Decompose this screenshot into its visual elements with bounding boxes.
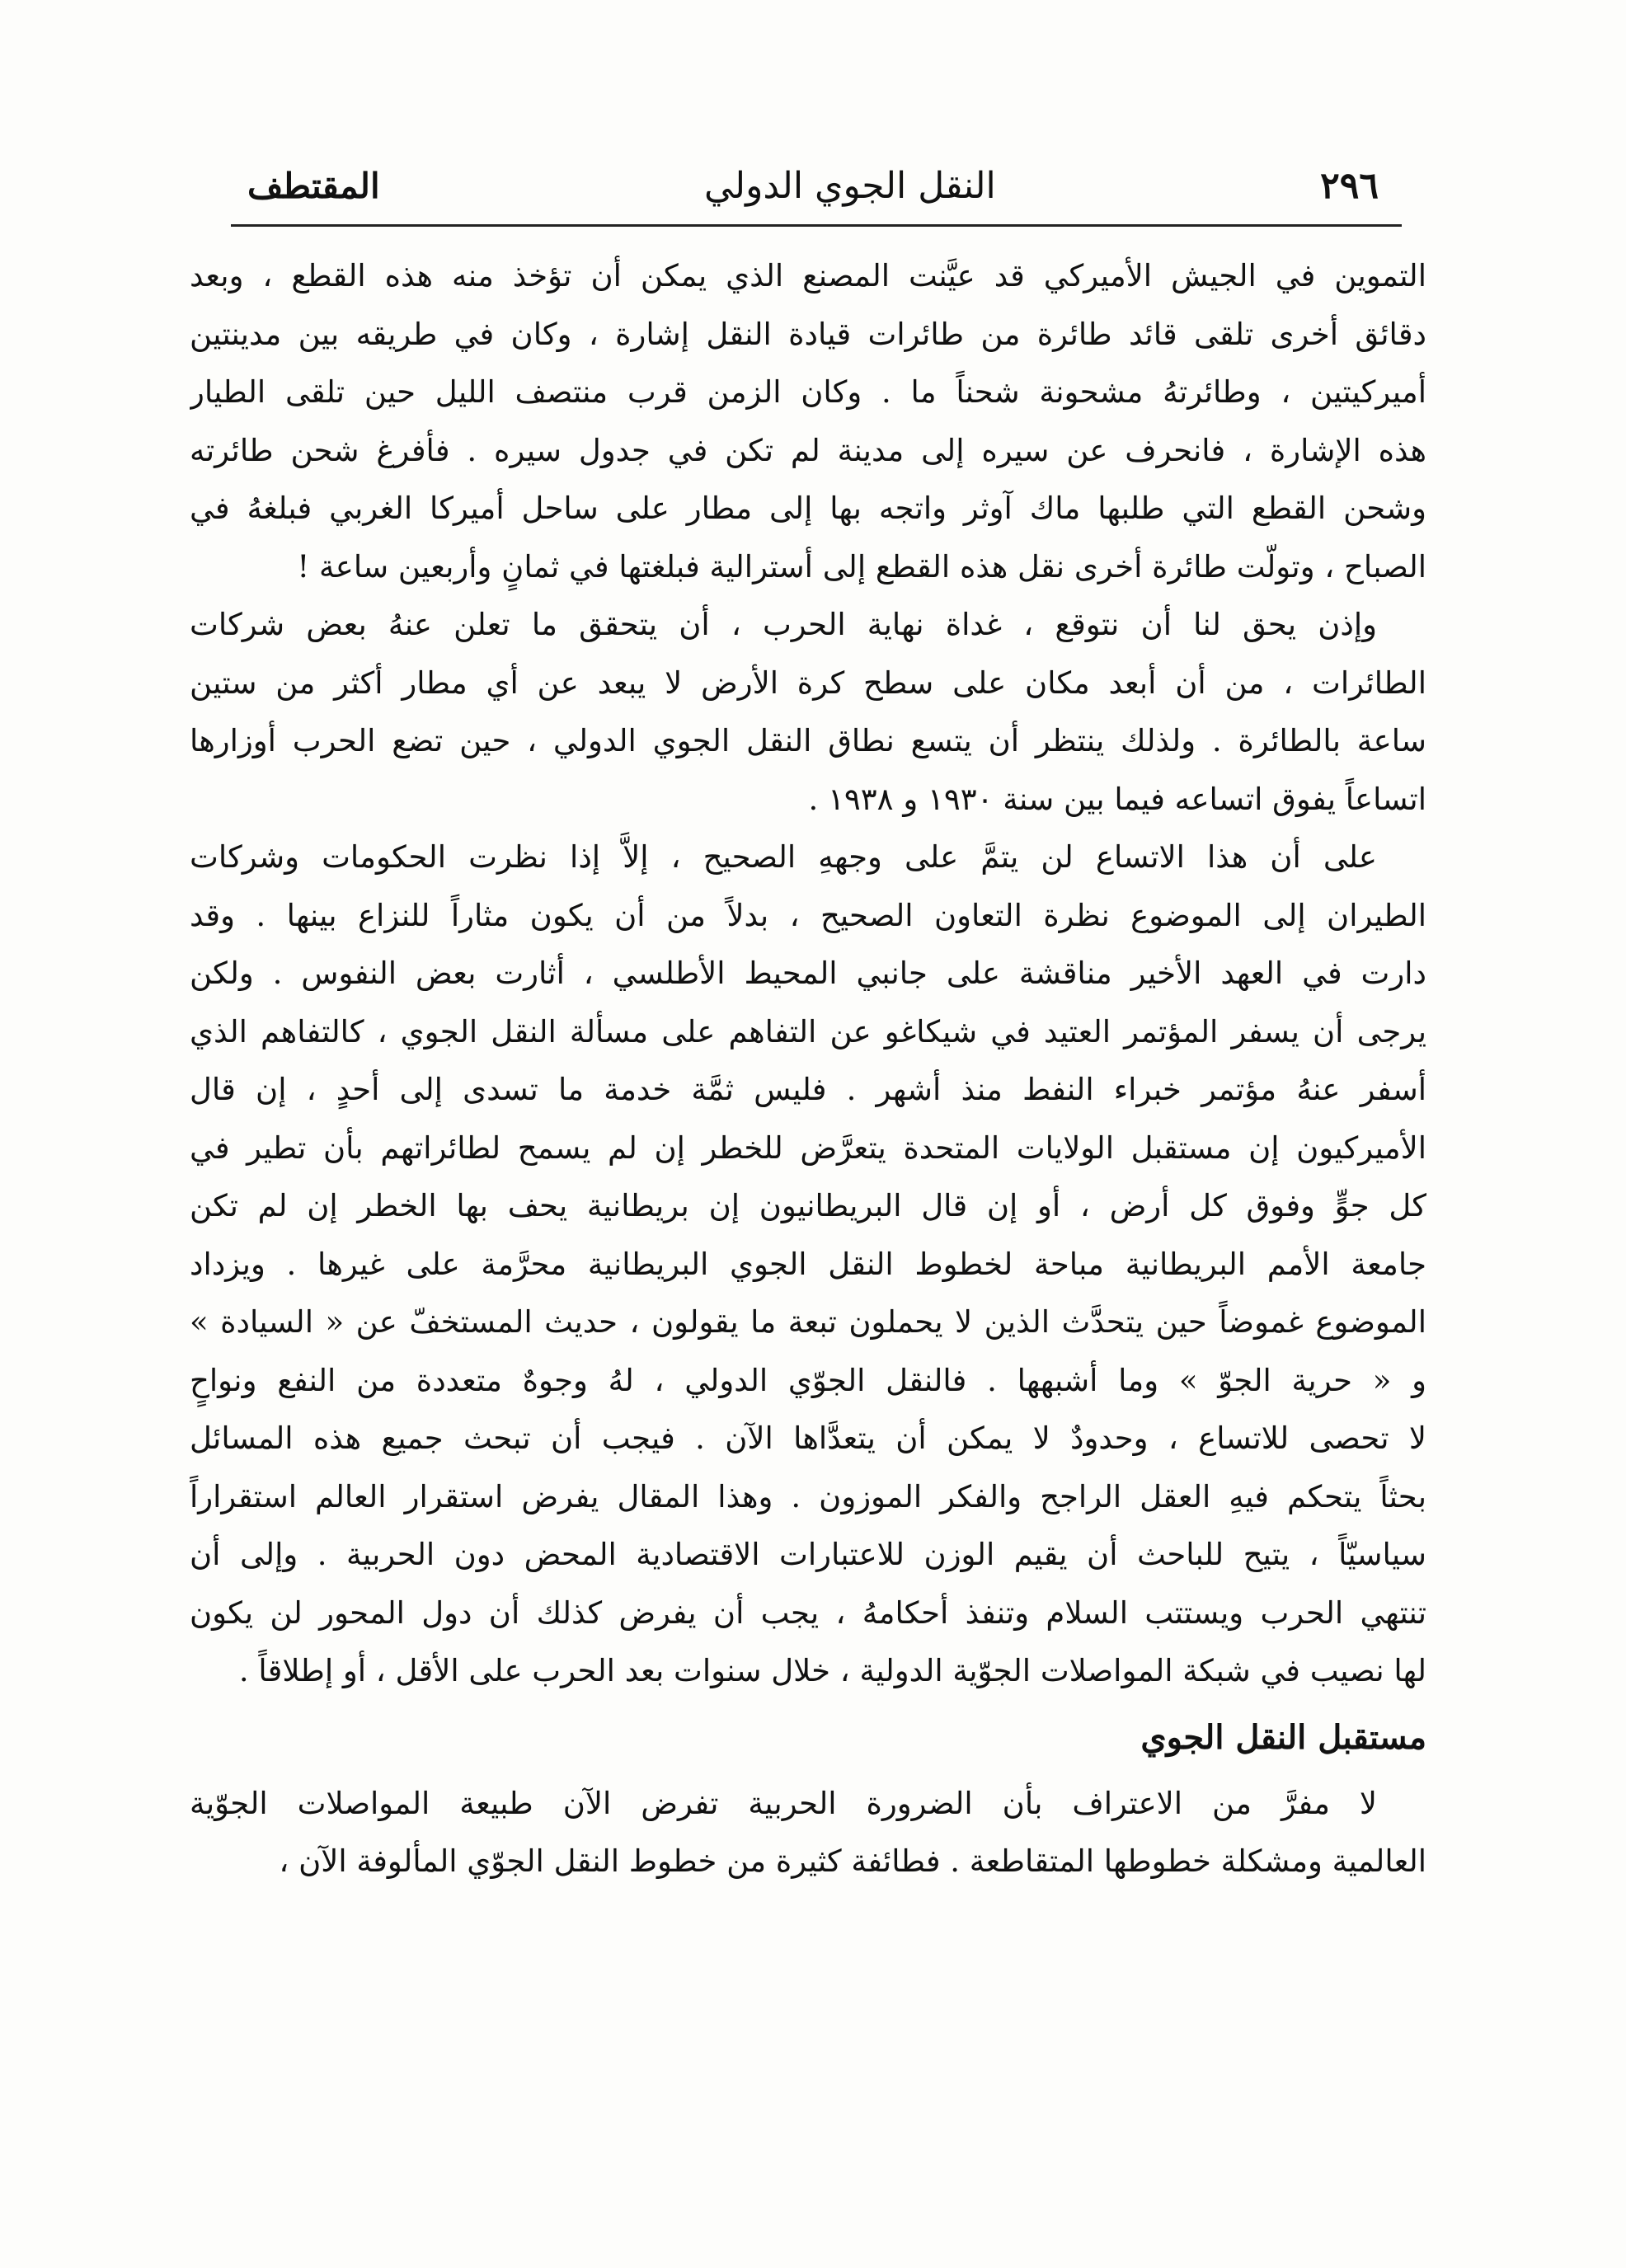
text-line: الطائرات ، من أن أبعد مكان على سطح كرة الأرض لا يبعد عن أي مطار أكثر من ستين bbox=[190, 664, 1426, 701]
page-header bbox=[247, 157, 1379, 214]
paragraph bbox=[190, 247, 1426, 596]
text-line: العالمية ومشكلة خطوطها المتقاطعة . فطائفة كثيرة من خطوط النقل الجوّي المألوفة الآن ، bbox=[279, 1843, 1426, 1879]
text-line: لها نصيب في شبكة المواصلات الجوّية الدولية ، خلال سنوات بعد الحرب على الأقل ، أو إطلاقاً . bbox=[238, 1653, 1426, 1688]
text-line: سياسيّاً ، يتيح للباحث أن يقيم الوزن للاعتبارات الاقتصادية المحض دون الحربية . وإلى أن bbox=[190, 1537, 1426, 1572]
text-line: الطيران إلى الموضوع نظرة التعاون الصحيح ، بدلاً من أن يكون مثاراً للنزاع بينها . وقد bbox=[190, 897, 1426, 933]
text-line: اتساعاً يفوق اتساعه فيما بين سنة ١٩٣٠ و ١٩٣٨ . bbox=[808, 781, 1426, 817]
text-line: كل جوٍّ وفوق كل أرض ، أو إن قال البريطانيون إن بريطانية يحف بها الخطر إن لم تكن bbox=[190, 1188, 1426, 1223]
text-line: هذه الإشارة ، فانحرف عن سيره إلى مدينة لم تكن في جدول سيره . فأفرغ شحن طائرته bbox=[190, 432, 1426, 468]
text-line: و « حرية الجوّ » وما أشبهها . فالنقل الجوّي الدولي ، لهُ وجوهٌ متعددة من النفع ونواحٍ bbox=[190, 1362, 1426, 1398]
text-line: التموين في الجيش الأميركي قد عيَّنت المصنع الذي يمكن أن تؤخذ منه هذه القطع ، وبعد bbox=[190, 258, 1426, 293]
text-line: تنتهي الحرب ويستتب السلام وتنفذ أحكامهُ ، يجب أن يفرض كذلك أن دول المحور لن يكون bbox=[190, 1594, 1426, 1631]
text-line: وإذن يحق لنا أن نتوقع ، غداة نهاية الحرب ، أن يتحقق ما تعلن عنهُ بعض شركات bbox=[190, 607, 1377, 642]
text-line: دقائق أخرى تلقى قائد طائرة من طائرات قيادة النقل إشارة ، وكان في طريقه بين مدينتين bbox=[190, 316, 1426, 352]
text-line: ساعة بالطائرة . ولذلك ينتظر أن يتسع نطاق النقل الجوي الدولي ، حين تضع الحرب أوزارها bbox=[190, 723, 1426, 758]
journal-name: المقتطف bbox=[247, 165, 380, 206]
header-rule bbox=[231, 224, 1402, 227]
text-line: وشحن القطع التي طلبها ماك آوثر واتجه بها إلى مطار على ساحل أميركا الغربي فبلغهُ في bbox=[190, 491, 1426, 526]
text-line: دارت في العهد الأخير مناقشة على جانبي المحيط الأطلسي ، أثارت بعض النفوس . ولكن bbox=[190, 956, 1426, 991]
text-line: الصباح ، وتولّت طائرة أخرى نقل هذه القطع إلى أسترالية فبلغتها في ثمانٍ وأربعين ساعة ! bbox=[297, 548, 1426, 585]
section-heading: مستقبل النقل الجوي bbox=[1140, 1717, 1426, 1757]
text-line: الأميركيون إن مستقبل الولايات المتحدة يتعرَّض للخطر إن لم يسمح لطائراتهم بأن تطير في bbox=[190, 1129, 1426, 1166]
text-line: على أن هذا الاتساع لن يتمَّ على وجههِ الصحيح ، إلاَّ إذا نظرت الحكومات وشركات bbox=[190, 839, 1377, 875]
text-line: أميركيتين ، وطائرتهُ مشحونة شحناً ما . وكان الزمن قرب منتصف الليل حين تلقى الطيار bbox=[190, 374, 1426, 410]
paragraph bbox=[190, 829, 1426, 1701]
text-line: يرجى أن يسفر المؤتمر العتيد في شيكاغو عن التفاهم على مسألة النقل الجوي ، كالتفاهم الذي bbox=[190, 1013, 1426, 1049]
text-line: بحثاً يتحكم فيهِ العقل الراجح والفكر الموزون . وهذا المقال يفرض استقرار العالم استقراراً bbox=[190, 1478, 1426, 1514]
running-title: النقل الجوي الدولي bbox=[704, 164, 996, 207]
text-line: لا تحصى للاتساع ، وحدودٌ لا يمكن أن يتعدَّاها الآن . فيجب أن تبحث جميع هذه المسائل bbox=[190, 1420, 1426, 1456]
text-line: أسفر عنهُ مؤتمر خبراء النفط منذ أشهر . فليس ثمَّة خدمة ما تسدى إلى أحدٍ ، إن قال bbox=[190, 1072, 1426, 1107]
paragraph bbox=[190, 1775, 1426, 1891]
paragraph bbox=[190, 596, 1426, 829]
page-number: ٢٩٦ bbox=[1320, 164, 1379, 207]
text-line: لا مفرَّ من الاعتراف بأن الضرورة الحربية تفرض الآن طبيعة المواصلات الجوّية bbox=[190, 1785, 1377, 1821]
text-line: جامعة الأمم البريطانية مباحة لخطوط النقل الجوي البريطانية محرَّمة على غيرها . ويزداد bbox=[190, 1246, 1426, 1282]
article-body bbox=[190, 247, 1426, 1891]
text-line: الموضوع غموضاً حين يتحدَّث الذين لا يحملون تبعة ما يقولون ، حديث المستخفّ عن « السيادة » bbox=[190, 1304, 1426, 1340]
